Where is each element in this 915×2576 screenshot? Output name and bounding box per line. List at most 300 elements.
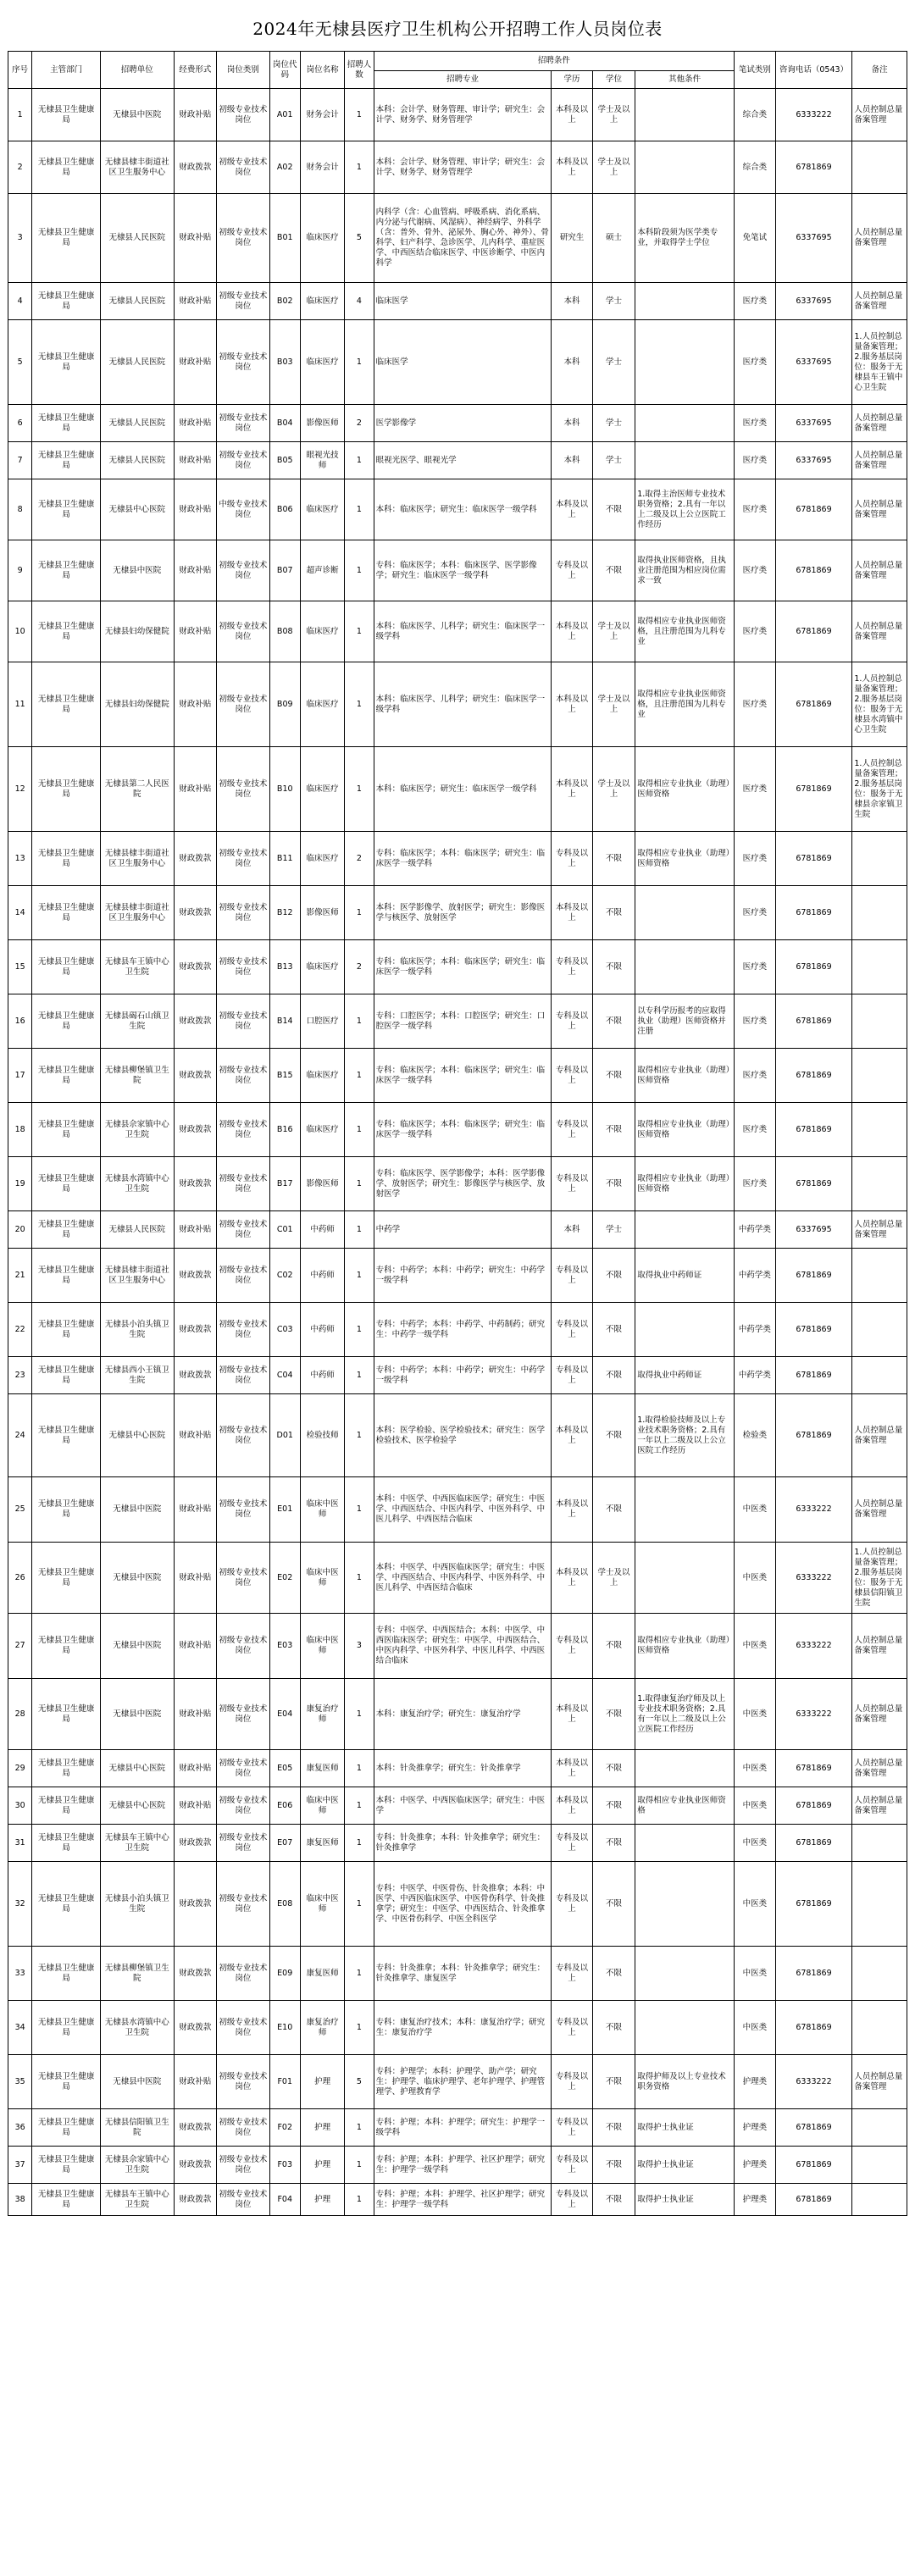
row-phone: 6781869 [775,1862,852,1947]
row-code: B15 [269,1049,300,1103]
row-category: 中级专业技术岗位 [217,479,270,540]
row-unit: 无棣县佘家镇中心卫生院 [100,1103,174,1157]
row-count: 5 [345,194,374,283]
row-funding: 财政拨款 [174,2001,216,2055]
row-name: 临床中医师 [300,1543,344,1614]
row-unit: 无棣县中医院 [100,540,174,601]
row-name: 临床中医师 [300,1787,344,1825]
row-unit: 无棣县中医院 [100,89,174,141]
row-major: 本科：临床医学；研究生：临床医学一级学科 [374,479,552,540]
row-count: 1 [345,1679,374,1750]
row-phone: 6781869 [775,141,852,194]
row-degree: 不限 [592,1614,635,1679]
row-funding: 财政补贴 [174,662,216,747]
row-name: 临床医疗 [300,1103,344,1157]
row-unit: 无棣县小泊头镇卫生院 [100,1303,174,1357]
row-category: 初级专业技术岗位 [217,2109,270,2147]
row-unit: 无棣县妇幼保健院 [100,601,174,662]
row-funding: 财政拨款 [174,886,216,940]
row-funding: 财政拨款 [174,2147,216,2184]
row-note: 人员控制总量备案管理 [852,2055,907,2109]
row-edu: 本科及以上 [552,89,592,141]
row-code: E08 [269,1862,300,1947]
row-unit: 无棣县中医院 [100,1614,174,1679]
row-phone: 6781869 [775,1103,852,1157]
row-unit: 无棣县人民医院 [100,442,174,479]
row-dept: 无棣县卫生健康局 [32,283,101,320]
row-major: 本科：临床医学、儿科学；研究生：临床医学一级学科 [374,662,552,747]
row-seq: 30 [8,1787,32,1825]
row-dept: 无棣县卫生健康局 [32,2001,101,2055]
row-code: B06 [269,479,300,540]
row-edu: 本科 [552,405,592,442]
row-exam: 中药学类 [735,1249,775,1303]
row-major: 本科：中医学、中西医临床医学；研究生：中医学、中西医结合、中医内科学、中医外科学、中医儿科学、中西医结合临床 [374,1477,552,1543]
row-name: 临床医疗 [300,662,344,747]
row-other: 取得护士执业证 [635,2147,735,2184]
row-note [852,1157,907,1211]
row-funding: 财政拨款 [174,2109,216,2147]
row-funding: 财政拨款 [174,2184,216,2216]
row-degree: 学士及以上 [592,747,635,832]
row-edu: 专科及以上 [552,994,592,1049]
row-degree: 不限 [592,1862,635,1947]
row-other: 取得相应专业执业医师资格，且注册范围为儿科专业 [635,601,735,662]
row-funding: 财政补贴 [174,1787,216,1825]
row-exam: 医疗类 [735,662,775,747]
row-degree: 不限 [592,1477,635,1543]
row-category: 初级专业技术岗位 [217,2147,270,2184]
row-category: 初级专业技术岗位 [217,1303,270,1357]
row-count: 1 [345,2001,374,2055]
row-major: 本科：中医学、中西医临床医学；研究生：中医学、中西医结合、中医内科学、中医外科学、中医儿科学、中西医结合临床 [374,1543,552,1614]
row-phone: 6781869 [775,1750,852,1787]
row-other: 取得相应专业执业（助理）医师资格 [635,1157,735,1211]
row-name: 中药师 [300,1249,344,1303]
row-code: B14 [269,994,300,1049]
row-name: 临床医疗 [300,747,344,832]
row-name: 中药师 [300,1211,344,1249]
header-edu: 学历 [552,71,592,89]
row-phone: 6781869 [775,886,852,940]
row-category: 初级专业技术岗位 [217,1477,270,1543]
row-phone: 6781869 [775,994,852,1049]
row-exam: 中药学类 [735,1357,775,1394]
row-funding: 财政补贴 [174,479,216,540]
row-funding: 财政补贴 [174,283,216,320]
row-code: B17 [269,1157,300,1211]
row-category: 初级专业技术岗位 [217,1862,270,1947]
row-other [635,141,735,194]
row-exam: 中医类 [735,1750,775,1787]
row-phone: 6337695 [775,194,852,283]
row-major: 专科：中医学、中西医结合；本科：中医学、中西医临床医学；研究生：中医学、中西医结合、中医内科学、中医外科学、中医儿科学、中西医结合临床 [374,1614,552,1679]
row-unit: 无棣县中心医院 [100,1394,174,1477]
row-seq: 22 [8,1303,32,1357]
row-funding: 财政补贴 [174,442,216,479]
row-seq: 38 [8,2184,32,2216]
row-phone: 6333222 [775,1543,852,1614]
row-category: 初级专业技术岗位 [217,1103,270,1157]
row-code: E10 [269,2001,300,2055]
header-exam: 笔试类别 [735,52,775,89]
row-major: 本科：临床医学；研究生：临床医学一级学科 [374,747,552,832]
row-name: 康复治疗师 [300,1679,344,1750]
row-count: 1 [345,1357,374,1394]
table-row [8,320,907,405]
row-code: B03 [269,320,300,405]
row-edu: 本科及以上 [552,886,592,940]
row-dept: 无棣县卫生健康局 [32,89,101,141]
row-major: 专科：中药学；本科：中药学；研究生：中药学一级学科 [374,1249,552,1303]
row-code: E01 [269,1477,300,1543]
table-row [8,1825,907,1862]
row-dept: 无棣县卫生健康局 [32,1947,101,2001]
row-other [635,89,735,141]
row-category: 初级专业技术岗位 [217,442,270,479]
row-edu: 本科 [552,442,592,479]
row-code: F01 [269,2055,300,2109]
row-note [852,1357,907,1394]
row-note: 人员控制总量备案管理 [852,601,907,662]
row-major: 专科：康复治疗技术；本科：康复治疗学；研究生：康复治疗学 [374,2001,552,2055]
row-note: 1.人员控制总量备案管理；2.服务基层岗位：服务于无棣县车王镇中心卫生院 [852,320,907,405]
row-dept: 无棣县卫生健康局 [32,1679,101,1750]
row-exam: 医疗类 [735,442,775,479]
row-phone: 6333222 [775,1679,852,1750]
row-other: 取得相应专业执业（助理）医师资格 [635,1103,735,1157]
row-degree: 不限 [592,1787,635,1825]
row-note [852,940,907,994]
row-count: 1 [345,141,374,194]
header-conditions: 招聘条件 [374,52,735,71]
row-count: 1 [345,1477,374,1543]
row-phone: 6781869 [775,2001,852,2055]
row-degree: 不限 [592,2109,635,2147]
row-edu: 专科及以上 [552,940,592,994]
row-other: 取得相应专业执业（助理）医师资格 [635,1614,735,1679]
row-count: 1 [345,1249,374,1303]
row-unit: 无棣县第二人民医院 [100,747,174,832]
row-exam: 中医类 [735,1787,775,1825]
row-code: D01 [269,1394,300,1477]
header-note: 备注 [852,52,907,89]
header-code: 岗位代码 [269,52,300,89]
table-row [8,1049,907,1103]
row-edu: 专科及以上 [552,2184,592,2216]
row-degree: 学士 [592,283,635,320]
row-count: 1 [345,747,374,832]
row-name: 护理 [300,2109,344,2147]
row-funding: 财政补贴 [174,1477,216,1543]
row-note [852,1103,907,1157]
row-dept: 无棣县卫生健康局 [32,1049,101,1103]
row-exam: 中医类 [735,1825,775,1862]
header-funding: 经费形式 [174,52,216,89]
row-seq: 31 [8,1825,32,1862]
row-seq: 25 [8,1477,32,1543]
table-row [8,479,907,540]
row-other: 以专科学历报考的应取得执业（助理）医师资格并注册 [635,994,735,1049]
row-degree: 不限 [592,1394,635,1477]
row-exam: 医疗类 [735,283,775,320]
row-funding: 财政拨款 [174,141,216,194]
row-name: 护理 [300,2184,344,2216]
row-seq: 16 [8,994,32,1049]
row-degree: 不限 [592,994,635,1049]
row-name: 临床中医师 [300,1614,344,1679]
table-row [8,89,907,141]
row-phone: 6781869 [775,1787,852,1825]
row-degree: 不限 [592,2001,635,2055]
row-category: 初级专业技术岗位 [217,1679,270,1750]
row-note [852,141,907,194]
row-code: A01 [269,89,300,141]
table-row [8,1357,907,1394]
row-seq: 19 [8,1157,32,1211]
row-category: 初级专业技术岗位 [217,747,270,832]
row-category: 初级专业技术岗位 [217,994,270,1049]
row-note: 人员控制总量备案管理 [852,89,907,141]
row-dept: 无棣县卫生健康局 [32,1357,101,1394]
row-major: 专科：中药学；本科：中药学；研究生：中药学一级学科 [374,1357,552,1394]
row-dept: 无棣县卫生健康局 [32,1157,101,1211]
row-phone: 6337695 [775,442,852,479]
table-row [8,1543,907,1614]
row-count: 1 [345,89,374,141]
row-unit: 无棣县棣丰街道社区卫生服务中心 [100,141,174,194]
row-major: 医学影像学 [374,405,552,442]
row-unit: 无棣县人民医院 [100,283,174,320]
row-other: 取得护士执业证 [635,2109,735,2147]
row-phone: 6781869 [775,1249,852,1303]
header-category: 岗位类别 [217,52,270,89]
row-category: 初级专业技术岗位 [217,662,270,747]
row-category: 初级专业技术岗位 [217,194,270,283]
row-exam: 综合类 [735,141,775,194]
row-major: 专科：针灸推拿；本科：针灸推拿学；研究生：针灸推拿学、康复医学 [374,1947,552,2001]
row-seq: 11 [8,662,32,747]
row-phone: 6333222 [775,2055,852,2109]
row-unit: 无棣县柳堡镇卫生院 [100,1049,174,1103]
row-dept: 无棣县卫生健康局 [32,479,101,540]
row-unit: 无棣县中医院 [100,1543,174,1614]
row-other: 1.取得主治医师专业技术职务资格；2.具有一年以上二级及以上公立医院工作经历 [635,479,735,540]
row-degree: 不限 [592,1825,635,1862]
row-phone: 6781869 [775,940,852,994]
row-unit: 无棣县人民医院 [100,320,174,405]
row-exam: 中医类 [735,1679,775,1750]
row-name: 康复医师 [300,1750,344,1787]
row-dept: 无棣县卫生健康局 [32,1249,101,1303]
row-name: 护理 [300,2147,344,2184]
row-other [635,283,735,320]
row-major: 本科：医学检验、医学检验技术；研究生：医学检验技术、医学检验学 [374,1394,552,1477]
row-count: 3 [345,1614,374,1679]
row-other: 取得护士执业证 [635,2184,735,2216]
row-code: B11 [269,832,300,886]
row-code: B02 [269,283,300,320]
row-degree: 不限 [592,540,635,601]
table-row [8,1787,907,1825]
row-edu: 专科及以上 [552,1947,592,2001]
row-other: 取得相应专业执业（助理）医师资格 [635,832,735,886]
row-dept: 无棣县卫生健康局 [32,405,101,442]
row-code: B16 [269,1103,300,1157]
row-degree: 不限 [592,886,635,940]
table-row [8,1477,907,1543]
row-category: 初级专业技术岗位 [217,2001,270,2055]
row-degree: 学士 [592,405,635,442]
row-category: 初级专业技术岗位 [217,940,270,994]
row-count: 1 [345,1303,374,1357]
row-seq: 28 [8,1679,32,1750]
row-note: 人员控制总量备案管理 [852,1787,907,1825]
row-name: 影像医师 [300,886,344,940]
row-note [852,2001,907,2055]
table-body [8,89,907,2216]
row-funding: 财政补贴 [174,1614,216,1679]
row-category: 初级专业技术岗位 [217,283,270,320]
row-dept: 无棣县卫生健康局 [32,2109,101,2147]
row-name: 影像医师 [300,405,344,442]
row-count: 1 [345,1211,374,1249]
row-major: 本科：针灸推拿学；研究生：针灸推拿学 [374,1750,552,1787]
row-unit: 无棣县信阳镇卫生院 [100,2109,174,2147]
row-name: 临床医疗 [300,1049,344,1103]
row-category: 初级专业技术岗位 [217,89,270,141]
row-name: 中药师 [300,1303,344,1357]
row-code: F03 [269,2147,300,2184]
row-degree: 学士 [592,442,635,479]
row-edu: 本科及以上 [552,1543,592,1614]
row-seq: 37 [8,2147,32,2184]
row-other [635,2001,735,2055]
row-edu: 专科及以上 [552,1825,592,1862]
row-dept: 无棣县卫生健康局 [32,1303,101,1357]
row-other [635,1303,735,1357]
row-category: 初级专业技术岗位 [217,540,270,601]
row-count: 1 [345,540,374,601]
table-row [8,1249,907,1303]
row-phone: 6337695 [775,283,852,320]
row-note: 人员控制总量备案管理 [852,1394,907,1477]
table-row [8,442,907,479]
row-major: 专科：中药学；本科：中药学、中药制药；研究生：中药学一级学科 [374,1303,552,1357]
row-category: 初级专业技术岗位 [217,2184,270,2216]
row-code: B12 [269,886,300,940]
row-major: 专科：临床医学；本科：临床医学；研究生：临床医学一级学科 [374,1103,552,1157]
row-seq: 10 [8,601,32,662]
row-code: E05 [269,1750,300,1787]
row-seq: 27 [8,1614,32,1679]
row-category: 初级专业技术岗位 [217,320,270,405]
row-count: 1 [345,1750,374,1787]
row-note: 1.人员控制总量备案管理；2.服务基层岗位：服务于无棣县水湾镇中心卫生院 [852,662,907,747]
row-edu: 专科及以上 [552,1249,592,1303]
row-category: 初级专业技术岗位 [217,886,270,940]
row-exam: 医疗类 [735,1157,775,1211]
table-row [8,1157,907,1211]
row-degree: 不限 [592,940,635,994]
row-code: C02 [269,1249,300,1303]
row-major: 临床医学 [374,283,552,320]
row-major: 专科：护理；本科：护理学；研究生：护理学一级学科 [374,2109,552,2147]
row-name: 临床中医师 [300,1862,344,1947]
row-other: 取得执业医师资格，且执业注册范围为相应岗位需求一致 [635,540,735,601]
row-code: B13 [269,940,300,994]
table-row [8,2001,907,2055]
row-funding: 财政拨款 [174,832,216,886]
row-other: 1.取得检验技师及以上专业技术职务资格；2.具有一年以上二级及以上公立医院工作经历 [635,1394,735,1477]
row-count: 5 [345,2055,374,2109]
table-row [8,747,907,832]
row-dept: 无棣县卫生健康局 [32,2184,101,2216]
table-row [8,662,907,747]
row-major: 专科：临床医学；本科：临床医学；研究生：临床医学一级学科 [374,1049,552,1103]
row-funding: 财政拨款 [174,1249,216,1303]
row-note: 1.人员控制总量备案管理；2.服务基层岗位：服务于无棣县佘家镇卫生院 [852,747,907,832]
row-count: 1 [345,1394,374,1477]
row-phone: 6781869 [775,601,852,662]
row-other: 1.取得康复治疗师及以上专业技术职务资格；2.具有一年以上二级及以上公立医院工作经历 [635,1679,735,1750]
row-exam: 检验类 [735,1394,775,1477]
row-seq: 17 [8,1049,32,1103]
row-edu: 专科及以上 [552,1157,592,1211]
row-exam: 中医类 [735,2001,775,2055]
header-seq: 序号 [8,52,32,89]
page-title: 2024年无棣县医疗卫生机构公开招聘工作人员岗位表 [252,19,663,39]
row-phone: 6781869 [775,2109,852,2147]
table-row [8,1211,907,1249]
row-funding: 财政拨款 [174,1947,216,2001]
row-note [852,2147,907,2184]
row-seq: 6 [8,405,32,442]
row-unit: 无棣县车王镇中心卫生院 [100,2184,174,2216]
row-funding: 财政补贴 [174,1543,216,1614]
row-funding: 财政补贴 [174,1211,216,1249]
row-category: 初级专业技术岗位 [217,405,270,442]
row-count: 2 [345,405,374,442]
table-row [8,832,907,886]
row-name: 临床医疗 [300,601,344,662]
header-other: 其他条件 [635,71,735,89]
row-category: 初级专业技术岗位 [217,1825,270,1862]
row-dept: 无棣县卫生健康局 [32,320,101,405]
row-name: 影像医师 [300,1157,344,1211]
row-dept: 无棣县卫生健康局 [32,832,101,886]
row-degree: 学士 [592,1211,635,1249]
table-row [8,283,907,320]
row-category: 初级专业技术岗位 [217,1394,270,1477]
row-major: 本科：中医学、中西医临床医学；研究生：中医学 [374,1787,552,1825]
row-seq: 1 [8,89,32,141]
row-degree: 学士及以上 [592,662,635,747]
row-note [852,1303,907,1357]
row-seq: 7 [8,442,32,479]
row-other: 取得执业中药师证 [635,1249,735,1303]
row-unit: 无棣县妇幼保健院 [100,662,174,747]
row-exam: 医疗类 [735,832,775,886]
row-count: 1 [345,886,374,940]
row-seq: 23 [8,1357,32,1394]
row-other [635,1825,735,1862]
row-unit: 无棣县人民医院 [100,405,174,442]
row-other: 本科阶段须为医学类专业，并取得学士学位 [635,194,735,283]
row-code: B10 [269,747,300,832]
row-note [852,1862,907,1947]
row-dept: 无棣县卫生健康局 [32,601,101,662]
